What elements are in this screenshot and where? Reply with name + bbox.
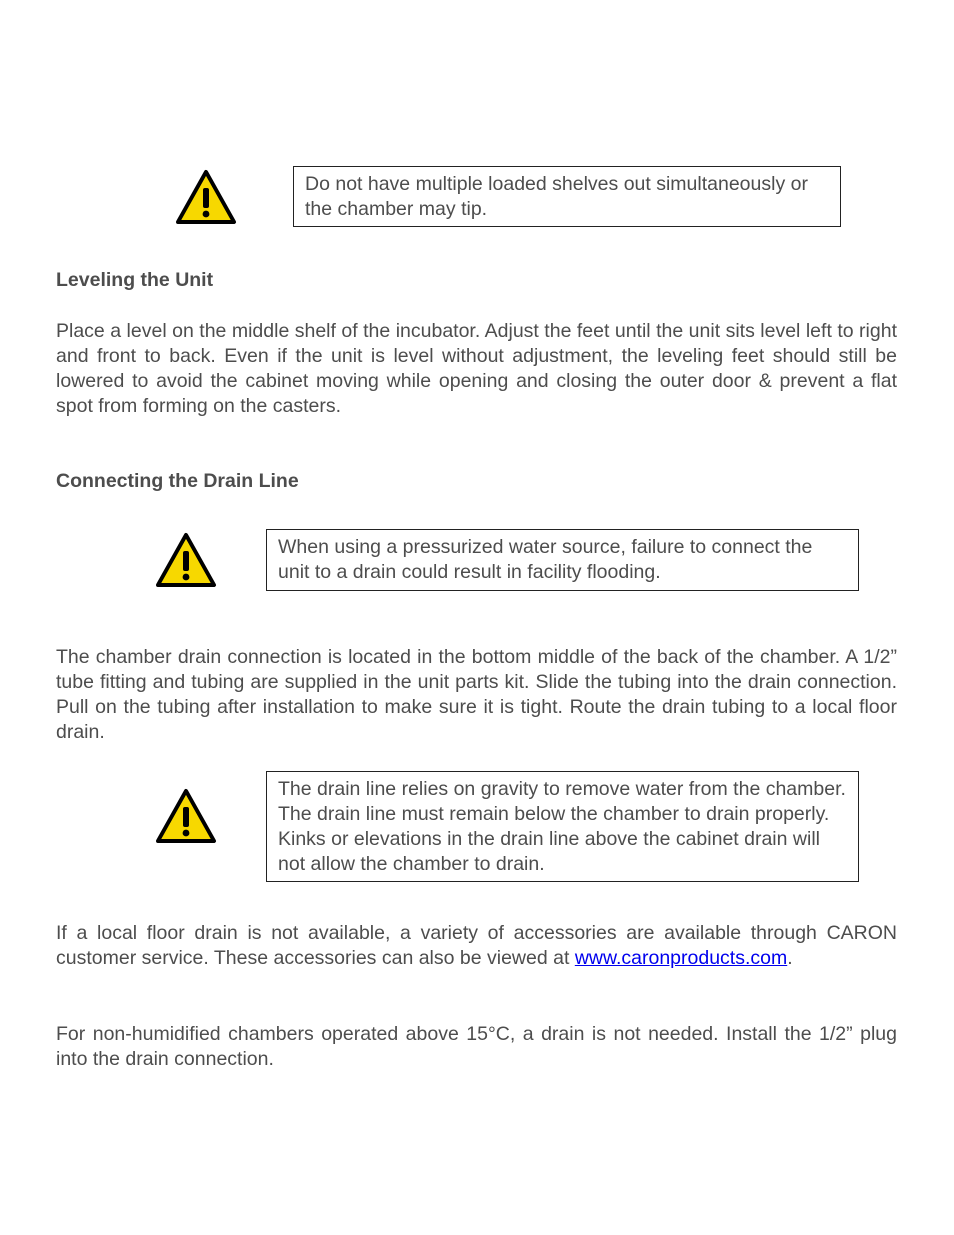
warning-icon [154, 787, 218, 845]
warning-text: Do not have multiple loaded shelves out simultaneously or the chamber may tip. [305, 173, 808, 220]
warning-text: When using a pressurized water source, failure to connect the unit to a drain could result in facility flooding. [278, 536, 813, 583]
warning-text: The drain line relies on gravity to remove water from the chamber. The drain line must remain below the chamber to drain properly. Kinks or elevations in the drain line above the cabinet drain will not allow the chamber to drain. [278, 778, 846, 875]
warning-icon [154, 531, 218, 589]
caron-website-link[interactable]: www.caronproducts.com [574, 947, 788, 969]
accessories-period: . [787, 947, 793, 969]
warning-box-shelves [293, 166, 841, 227]
section-heading-leveling: Leveling the Unit [56, 269, 214, 291]
warning-box-gravity [266, 771, 859, 882]
accessories-text: If a local floor drain is not available, a variety of accessories are available through CARON customer service. These accessories can also be viewed at [56, 922, 897, 969]
warning-box-flooding [266, 529, 859, 591]
warning-icon [174, 168, 238, 226]
paragraph-non-humidified: For non-humidified chambers operated above 15°C, a drain is not needed. Install the 1/2” plug into the drain connection. [56, 1023, 897, 1070]
section-heading-drain: Connecting the Drain Line [56, 470, 299, 492]
paragraph-drain-connection: The chamber drain connection is located in the bottom middle of the back of the chamber. A 1/2” tube fitting and tubing are supplied in the unit parts kit. Slide the tubing into the drain connection. Pull on the tubing after installation to make sure it is tight. Route the drain tubing to a local floor drain. [56, 646, 897, 743]
paragraph-accessories [56, 921, 897, 971]
paragraph-leveling: Place a level on the middle shelf of the incubator. Adjust the feet until the unit sits level left to right and front to back. Even if the unit is level without adjustment, the leveling feet should still be lowered to avoid the cabinet moving while opening and closing the outer door & prevent a flat spot from forming on the casters. [56, 320, 897, 417]
